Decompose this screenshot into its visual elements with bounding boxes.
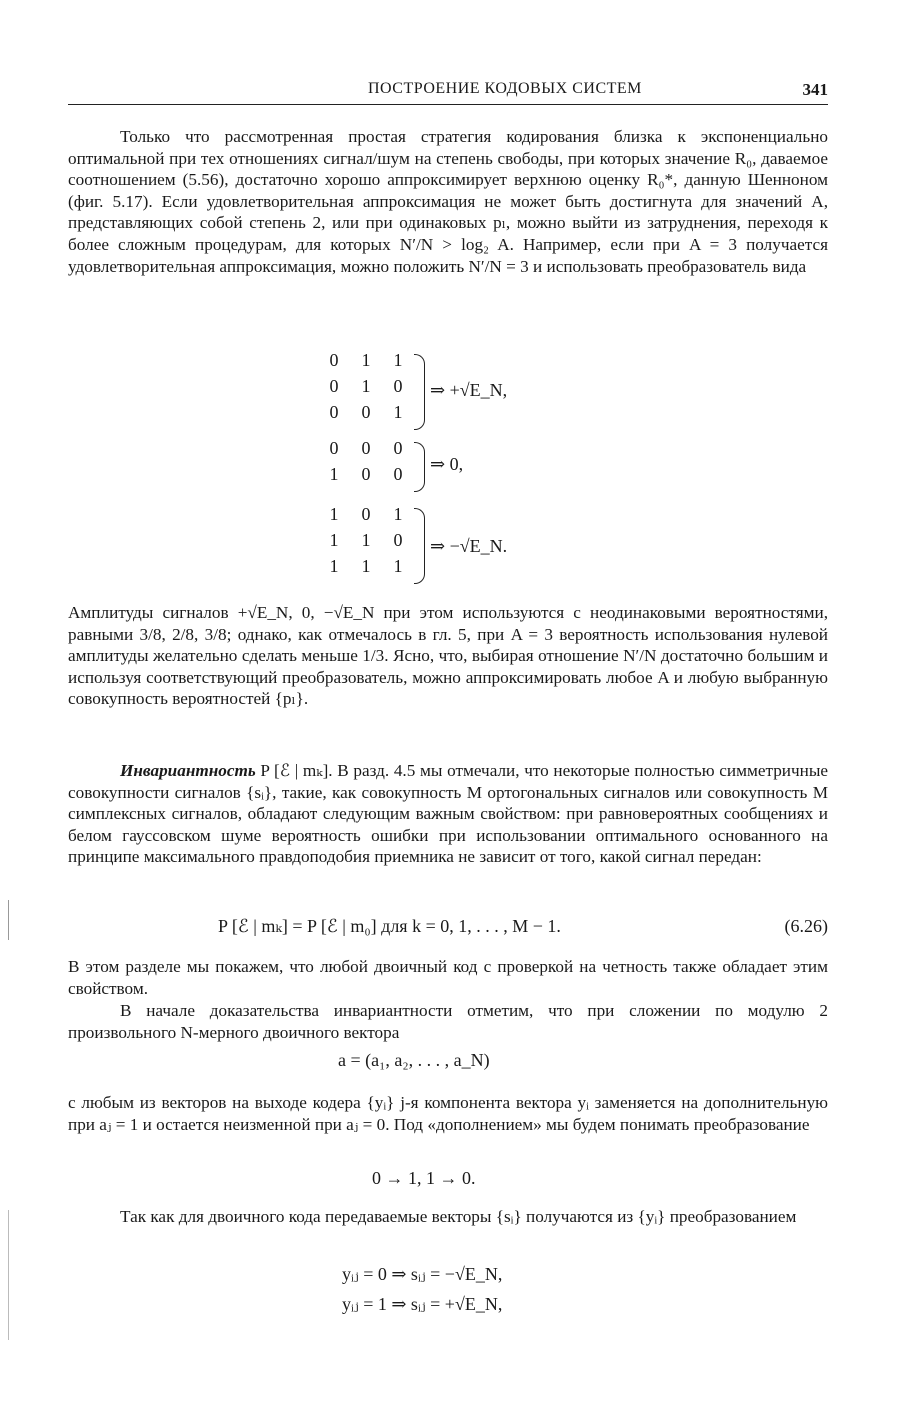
matrix-cell: 0 — [329, 438, 339, 458]
equation-vector: a = (a₁, a₂, . . . , a_N) — [338, 1050, 490, 1070]
running-header — [68, 80, 828, 105]
running-title: ПОСТРОЕНИЕ КОДОВЫХ СИСТЕМ — [368, 80, 642, 97]
matrix-cell: 1 — [361, 530, 371, 550]
matrix-row — [318, 402, 414, 423]
equation-number: (6.26) — [784, 916, 828, 936]
matrix-row — [318, 464, 414, 485]
matrix-cell: 0 — [329, 350, 339, 370]
matrix-cell: 1 — [393, 402, 403, 422]
paragraph-strategy: Только что рассмотренная простая стратегия кодирования близка к экспоненциально оптимальной при тех отношениях сигнал/шум на степень свободы, при которых значение R₀, даваемое соотношением (5.56), достаточно хорошо аппроксимирует верхнюю оценку R₀*, данную Шенноном (фиг. 5.17). Если удовлетворительная аппроксимация не может быть достигнута для значений A, представляющих собой степень 2, или при одинаковых pₗ, можно выйти из затруднения, переходя к более сложным процедурам, для которых N′/N > log₂ A. Например, если при A = 3 получается удовлетворительная аппроксимация, можно положить N′/N = 3 и использовать преобразователь вида — [68, 127, 828, 276]
matrix-cell: 1 — [361, 556, 371, 576]
matrix-cell: 0 — [393, 438, 403, 458]
equation-final-1: yᵢⱼ = 0 ⇒ sᵢⱼ = −√E_N, — [342, 1264, 503, 1284]
matrix-cell: 1 — [393, 350, 403, 370]
page-number: 341 — [802, 80, 828, 99]
matrix-cell: 0 — [361, 504, 371, 524]
matrix-row — [318, 438, 414, 459]
matrix-cell: 1 — [329, 464, 339, 484]
paragraph-parity: В этом разделе мы покажем, что любой двоичный код с проверкой на четность также обладает этим свойством. — [68, 957, 828, 998]
matrix-cell: 1 — [393, 504, 403, 524]
matrix-result-2: ⇒ 0, — [430, 454, 464, 474]
invariance-heading: Инвариантность — [120, 761, 256, 780]
brace-group-3 — [414, 508, 425, 584]
matrix-row — [318, 376, 414, 397]
matrix-cell: 1 — [329, 556, 339, 576]
matrix-cell: 0 — [393, 464, 403, 484]
matrix-cell: 1 — [361, 376, 371, 396]
matrix-row — [318, 504, 414, 525]
brace-group-1 — [414, 354, 425, 430]
invariance-body: В разд. 4.5 мы отмечали, что некоторые полностью симметричные совокупности сигналов {sᵢ}, такие, как совокупность M ортогональных сигналов или совокупность M симплексных сигналов, обладают следующим важным свойством: при равновероятных сообщениях и белом гауссовском шуме вероятность ошибки при использовании оптимального основанного на принципе максимального правдоподобия приемника не зависит от того, какой сигнал передан: — [68, 761, 829, 867]
paragraph-amplitudes: Амплитуды сигналов +√E_N, 0, −√E_N при этом используются с неодинаковыми вероятностями, равными 3/8, 2/8, 3/8; однако, как отмечалось в гл. 5, при A = 3 вероятность использования нулевой амплитуды желательно сделать меньше 1/3. Ясно, что, выбирая отношение N′/N достаточно большим и используя соответствующий преобразователь, можно аппроксимировать любое A и любую выбранную совокупность вероятностей {pₗ}. — [68, 603, 828, 709]
matrix-cell: 1 — [329, 530, 339, 550]
matrix-result-1: ⇒ +√E_N, — [430, 380, 508, 400]
paragraph-invariance — [68, 760, 828, 868]
margin-mark — [8, 900, 9, 940]
paragraph-binary-code: Так как для двоичного кода передаваемые векторы {sᵢ} получаются из {yᵢ} преобразованием — [120, 1207, 797, 1226]
matrix-row — [318, 350, 414, 371]
margin-mark-lower — [8, 1210, 9, 1340]
equation-complement: 0 → 1, 1 → 0. — [372, 1168, 476, 1188]
matrix-row — [318, 556, 414, 577]
matrix-result-3: ⇒ −√E_N. — [430, 536, 508, 556]
matrix-cell: 0 — [393, 530, 403, 550]
paragraph-proof-start: В начале доказательства инвариантности отметим, что при сложении по модулю 2 произвольного N-мерного двоичного вектора — [68, 1001, 828, 1042]
brace-group-2 — [414, 442, 425, 492]
matrix-row — [318, 530, 414, 551]
matrix-cell: 0 — [361, 438, 371, 458]
invariance-heading-math: P [ℰ | mₖ]. — [260, 761, 333, 780]
matrix-cell: 1 — [329, 504, 339, 524]
matrix-cell: 1 — [393, 556, 403, 576]
matrix-cell: 1 — [361, 350, 371, 370]
matrix-cell: 0 — [361, 402, 371, 422]
paragraph-complement: с любым из векторов на выходе кодера {yᵢ} j-я компонента вектора yᵢ заменяется на дополнительную при aⱼ = 1 и остается неизменной при aⱼ = 0. Под «дополнением» мы будем понимать преобразование — [68, 1093, 828, 1134]
matrix-cell: 0 — [361, 464, 371, 484]
matrix-cell: 0 — [329, 376, 339, 396]
equation-final-2: yᵢⱼ = 1 ⇒ sᵢⱼ = +√E_N, — [342, 1294, 503, 1314]
matrix-cell: 0 — [393, 376, 403, 396]
matrix-cell: 0 — [329, 402, 339, 422]
equation-6-26: P [ℰ | mₖ] = P [ℰ | m₀] для k = 0, 1, . . . , M − 1. — [218, 916, 561, 936]
